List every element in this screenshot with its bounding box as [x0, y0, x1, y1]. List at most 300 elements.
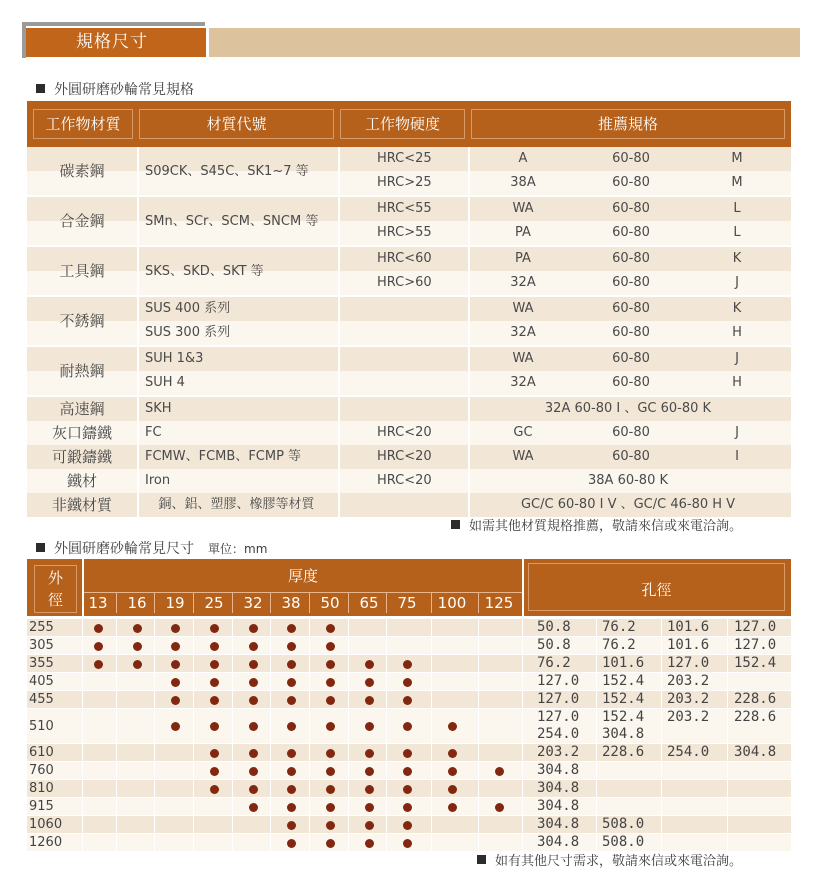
available-dot [210, 642, 219, 651]
grid-line [232, 619, 233, 852]
thickness-label: 32 [243, 594, 263, 612]
abrasive-cell: WA [512, 301, 534, 316]
hole-cell: 304.8 [537, 816, 580, 832]
available-dot [287, 678, 296, 687]
section2-note [477, 850, 742, 869]
hole-cell: 508.0 [602, 816, 645, 832]
available-dot [94, 660, 103, 669]
grit-cell: 60-80 [612, 449, 650, 464]
hardness-cell: HRC>60 [377, 275, 432, 290]
grade-cell: L [733, 225, 741, 240]
spec-row [27, 197, 791, 221]
hole-cell: 127.0 [667, 655, 710, 671]
available-dot [287, 722, 296, 731]
section1-note-text: 如需其他材質規格推薦，敬請來信或來電洽詢。 [469, 519, 743, 534]
available-dot [210, 749, 219, 758]
abrasive-cell: 38A [510, 175, 536, 190]
hole-header: 孔徑 [641, 581, 672, 599]
available-dot [365, 839, 374, 848]
size-table [27, 559, 791, 849]
spec-row [27, 347, 791, 371]
available-dot [171, 660, 180, 669]
material-cell: 不銹鋼 [59, 312, 105, 330]
available-dot [249, 624, 258, 633]
material-cell: 碳素鋼 [59, 162, 105, 180]
available-dot [326, 696, 335, 705]
unit-label: 單位：mm [208, 542, 268, 556]
available-dot [210, 624, 219, 633]
hole-cell: 508.0 [602, 834, 645, 850]
grade-cell: L [733, 201, 741, 216]
square-bullet-icon [451, 520, 460, 529]
spec-row [27, 397, 791, 421]
available-dot [495, 767, 504, 776]
diameter-cell: 760 [29, 763, 54, 778]
thickness-divider [232, 592, 233, 613]
diameter-cell: 1260 [29, 835, 63, 850]
grid-line [27, 245, 791, 247]
grid-line [661, 619, 662, 852]
thickness-label: 25 [204, 594, 224, 612]
grit-cell: 60-80 [612, 201, 650, 216]
spec-row [27, 371, 791, 395]
available-dot [326, 803, 335, 812]
hole-cell: 304.8 [537, 798, 580, 814]
available-dot [365, 785, 374, 794]
size-row [27, 762, 791, 779]
hole-cell: 228.6 [734, 709, 777, 725]
material-cell: 合金鋼 [59, 212, 105, 230]
available-dot [365, 767, 374, 776]
hole-cell: 304.8 [537, 780, 580, 796]
hole-cell: 101.6 [667, 637, 710, 653]
grade-cell: K [732, 251, 742, 266]
hardness-cell: HRC<25 [377, 151, 432, 166]
grid-line [338, 147, 340, 517]
size-row [27, 798, 791, 815]
available-dot [171, 722, 180, 731]
hole-cell: 254.0 [667, 744, 710, 760]
header-divider [522, 559, 524, 616]
size-row [27, 637, 791, 654]
spec-row [27, 445, 791, 469]
available-dot [133, 660, 142, 669]
code-cell: SUS 400 系列 [145, 301, 231, 316]
spec-table [27, 101, 791, 517]
available-dot [365, 803, 374, 812]
available-dot [210, 767, 219, 776]
hole-cell: 101.6 [602, 655, 645, 671]
grid-line [154, 619, 155, 852]
available-dot [448, 767, 457, 776]
available-dot [171, 642, 180, 651]
grit-cell: 60-80 [612, 351, 650, 366]
diameter-cell: 610 [29, 745, 54, 760]
spec-row [27, 247, 791, 271]
hardness-cell: HRC>25 [377, 175, 432, 190]
hole-cell: 228.6 [734, 691, 777, 707]
hole-cell: 127.0 [537, 673, 580, 689]
spec-cell: 38A 60-80 K [588, 473, 668, 488]
hardness-cell: HRC<20 [377, 449, 432, 464]
grid-line [27, 195, 791, 197]
material-cell: 非鐵材質 [51, 496, 112, 514]
size-row [27, 619, 791, 636]
available-dot [287, 660, 296, 669]
diameter-cell: 355 [29, 656, 54, 671]
spec-row [27, 421, 791, 445]
hardness-cell: HRC<20 [377, 473, 432, 488]
available-dot [249, 803, 258, 812]
available-dot [287, 821, 296, 830]
abrasive-cell: 32A [510, 325, 536, 340]
spec-row [27, 221, 791, 245]
thickness-header: 厚度 [287, 567, 318, 585]
available-dot [326, 767, 335, 776]
abrasive-cell: WA [512, 449, 534, 464]
diameter-cell: 255 [29, 620, 54, 635]
grit-cell: 60-80 [612, 151, 650, 166]
spec-table-header [27, 101, 791, 147]
grid-line [137, 147, 139, 517]
grid-line [270, 619, 271, 852]
available-dot [326, 785, 335, 794]
hole-cell: 203.2 [537, 744, 580, 760]
available-dot [403, 749, 412, 758]
size-row [27, 834, 791, 851]
abrasive-cell: WA [512, 201, 534, 216]
available-dot [403, 803, 412, 812]
dia-header-1: 外 [47, 569, 63, 587]
available-dot [133, 642, 142, 651]
grit-cell: 60-80 [612, 425, 650, 440]
square-bullet-icon [36, 543, 45, 552]
square-bullet-icon [477, 855, 486, 864]
hole-cell: 50.8 [537, 619, 571, 635]
thickness-divider [348, 592, 349, 613]
available-dot [249, 767, 258, 776]
grid-line [468, 147, 470, 517]
diameter-cell: 1060 [29, 817, 63, 832]
available-dot [403, 678, 412, 687]
grit-cell: 60-80 [612, 325, 650, 340]
grade-cell: J [735, 275, 739, 290]
grit-cell: 60-80 [612, 175, 650, 190]
material-cell: 灰口鑄鐵 [51, 424, 112, 442]
available-dot [326, 624, 335, 633]
grade-cell: M [731, 151, 743, 166]
available-dot [287, 785, 296, 794]
abrasive-cell: A [518, 151, 528, 166]
available-dot [210, 660, 219, 669]
hole-cell: 152.4 [602, 691, 645, 707]
diameter-cell: 510 [29, 718, 54, 734]
code-cell: SUH 4 [145, 375, 185, 390]
code-cell: 銅、鋁、塑膠、橡膠等材質 [158, 497, 315, 512]
hole-cell: 76.2 [537, 655, 571, 671]
available-dot [448, 722, 457, 731]
available-dot [326, 821, 335, 830]
spec-row [27, 147, 791, 171]
spec-row [27, 321, 791, 345]
available-dot [403, 839, 412, 848]
abrasive-cell: 32A [510, 375, 536, 390]
available-dot [403, 696, 412, 705]
grit-cell: 60-80 [612, 375, 650, 390]
available-dot [94, 642, 103, 651]
available-dot [403, 821, 412, 830]
spec-cell: 32A 60-80 I 、GC 60-80 K [544, 401, 712, 416]
grade-cell: J [735, 351, 739, 366]
thickness-divider [270, 592, 271, 613]
spec-row [27, 271, 791, 295]
available-dot [287, 839, 296, 848]
code-cell: SKS、SKD、SKT 等 [145, 264, 264, 279]
size-row [27, 816, 791, 833]
available-dot [171, 624, 180, 633]
section2-title: 外圓研磨砂輪常見尺寸 [54, 541, 194, 557]
available-dot [326, 749, 335, 758]
available-dot [249, 696, 258, 705]
spec-row [27, 469, 791, 493]
thickness-divider [193, 592, 194, 613]
grade-cell: H [732, 325, 742, 340]
available-dot [448, 803, 457, 812]
section1-heading [36, 79, 194, 99]
diameter-cell: 305 [29, 638, 54, 653]
available-dot [287, 642, 296, 651]
grid-line [431, 619, 432, 852]
grit-cell: 60-80 [612, 275, 650, 290]
dia-header-2: 徑 [47, 591, 63, 609]
available-dot [249, 785, 258, 794]
hole-cell: 152.4 [602, 673, 645, 689]
hole-cell: 101.6 [667, 619, 710, 635]
available-dot [171, 696, 180, 705]
available-dot [249, 722, 258, 731]
available-dot [94, 624, 103, 633]
available-dot [365, 749, 374, 758]
abrasive-cell: WA [512, 351, 534, 366]
hole-cell: 203.2 [667, 673, 710, 689]
thickness-label: 75 [397, 594, 417, 612]
size-row [27, 744, 791, 761]
available-dot [210, 722, 219, 731]
material-cell: 鐵材 [66, 472, 97, 490]
available-dot [287, 803, 296, 812]
grit-cell: 60-80 [612, 301, 650, 316]
page-title: 規格尺寸 [26, 28, 206, 57]
available-dot [210, 785, 219, 794]
thickness-divider [478, 592, 479, 613]
thickness-label: 100 [437, 594, 467, 612]
grade-cell: K [732, 301, 742, 316]
thickness-divider [431, 592, 432, 613]
thickness-label: 65 [359, 594, 379, 612]
thickness-label: 125 [484, 594, 514, 612]
grid-line [193, 619, 194, 852]
header-code: 材質代號 [139, 109, 334, 139]
thickness-label: 19 [165, 594, 185, 612]
available-dot [171, 678, 180, 687]
abrasive-cell: PA [515, 251, 531, 266]
grid-line [116, 619, 117, 852]
available-dot [287, 624, 296, 633]
available-dot [326, 839, 335, 848]
available-dot [365, 678, 374, 687]
thickness-label: 50 [320, 594, 340, 612]
spec-cell: GC/C 60-80 I V 、GC/C 46-80 H V [520, 497, 736, 512]
hole-cell: 304.8 [602, 726, 645, 742]
grid-line [309, 619, 310, 852]
code-cell: SKH [145, 401, 172, 416]
thickness-divider [386, 592, 387, 613]
thickness-divider [116, 592, 117, 613]
size-row [27, 709, 791, 743]
available-dot [365, 696, 374, 705]
hardness-cell: HRC<55 [377, 201, 432, 216]
grit-cell: 60-80 [612, 251, 650, 266]
abrasive-cell: PA [515, 225, 531, 240]
available-dot [249, 678, 258, 687]
available-dot [287, 767, 296, 776]
grade-cell: I [735, 449, 739, 464]
available-dot [326, 660, 335, 669]
material-cell: 可鍛鑄鐵 [51, 448, 112, 466]
available-dot [210, 696, 219, 705]
size-row [27, 780, 791, 797]
available-dot [365, 660, 374, 669]
available-dot [448, 749, 457, 758]
diameter-cell: 405 [29, 674, 54, 689]
available-dot [249, 749, 258, 758]
available-dot [365, 821, 374, 830]
header-hardness: 工作物硬度 [340, 109, 465, 139]
hole-cell: 203.2 [667, 709, 710, 725]
diameter-cell: 455 [29, 692, 54, 707]
section1-title: 外圓研磨砂輪常見規格 [54, 82, 194, 98]
hole-cell: 127.0 [537, 709, 580, 725]
hole-cell: 152.4 [734, 655, 777, 671]
thickness-label: 13 [88, 594, 108, 612]
material-cell: 耐熱鋼 [59, 362, 105, 380]
abrasive-cell: 32A [510, 275, 536, 290]
available-dot [249, 660, 258, 669]
grid-line [27, 295, 791, 297]
spec-row [27, 493, 791, 517]
available-dot [403, 785, 412, 794]
grid-line [82, 619, 83, 852]
size-row [27, 655, 791, 672]
available-dot [448, 785, 457, 794]
code-cell: SUH 1&3 [145, 351, 204, 366]
hole-cell: 304.8 [537, 762, 580, 778]
available-dot [365, 722, 374, 731]
thickness-divider [309, 592, 310, 613]
grid-line [596, 619, 597, 852]
hole-cell: 152.4 [602, 709, 645, 725]
available-dot [403, 767, 412, 776]
code-cell: FCMW、FCMB、FCMP 等 [145, 449, 302, 464]
hole-cell: 76.2 [602, 619, 636, 635]
header-bar [209, 28, 800, 57]
header-material: 工作物材質 [33, 109, 133, 139]
available-dot [326, 722, 335, 731]
header-recommended: 推薦規格 [471, 109, 785, 139]
hardness-cell: HRC<20 [377, 425, 432, 440]
diameter-cell: 810 [29, 781, 54, 796]
hole-cell: 228.6 [602, 744, 645, 760]
size-row [27, 673, 791, 690]
grit-cell: 60-80 [612, 225, 650, 240]
available-dot [133, 624, 142, 633]
available-dot [287, 749, 296, 758]
hole-cell: 50.8 [537, 637, 571, 653]
size-table-header [27, 559, 791, 616]
available-dot [326, 642, 335, 651]
available-dot [326, 678, 335, 687]
section1-note [451, 515, 742, 534]
available-dot [287, 696, 296, 705]
thickness-label: 16 [127, 594, 147, 612]
section2-heading [36, 538, 267, 558]
grid-line [27, 395, 791, 397]
code-cell: Iron [145, 473, 171, 488]
thickness-divider [154, 592, 155, 613]
grid-line [386, 619, 387, 852]
spec-row [27, 171, 791, 195]
grid-line [522, 619, 523, 852]
grade-cell: J [735, 425, 739, 440]
grade-cell: H [732, 375, 742, 390]
available-dot [403, 722, 412, 731]
available-dot [495, 803, 504, 812]
grid-line [27, 345, 791, 347]
material-cell: 工具鋼 [59, 262, 105, 280]
hole-cell: 127.0 [734, 619, 777, 635]
material-cell: 高速鋼 [59, 400, 105, 418]
section2-note-text: 如有其他尺寸需求，敬請來信或來電洽詢。 [495, 854, 743, 869]
code-cell: FC [145, 425, 162, 440]
available-dot [403, 660, 412, 669]
hole-cell: 76.2 [602, 637, 636, 653]
spec-row [27, 297, 791, 321]
hardness-cell: HRC>55 [377, 225, 432, 240]
grid-line [727, 619, 728, 852]
diameter-cell: 915 [29, 799, 54, 814]
hole-cell: 203.2 [667, 691, 710, 707]
square-bullet-icon [36, 84, 45, 93]
hole-cell: 304.8 [537, 834, 580, 850]
grid-line [478, 619, 479, 852]
hole-cell: 127.0 [537, 691, 580, 707]
hole-cell: 127.0 [734, 637, 777, 653]
size-row [27, 691, 791, 708]
thickness-label: 38 [281, 594, 301, 612]
code-cell: S09CK、S45C、SK1~7 等 [145, 164, 309, 179]
hole-cell: 254.0 [537, 726, 580, 742]
code-cell: SUS 300 系列 [145, 325, 231, 340]
available-dot [210, 678, 219, 687]
thickness-divider [84, 592, 522, 593]
hardness-cell: HRC<60 [377, 251, 432, 266]
grade-cell: M [731, 175, 743, 190]
available-dot [249, 642, 258, 651]
hole-cell: 304.8 [734, 744, 777, 760]
abrasive-cell: GC [513, 425, 533, 440]
grid-line [348, 619, 349, 852]
code-cell: SMn、SCr、SCM、SNCM 等 [145, 214, 319, 229]
